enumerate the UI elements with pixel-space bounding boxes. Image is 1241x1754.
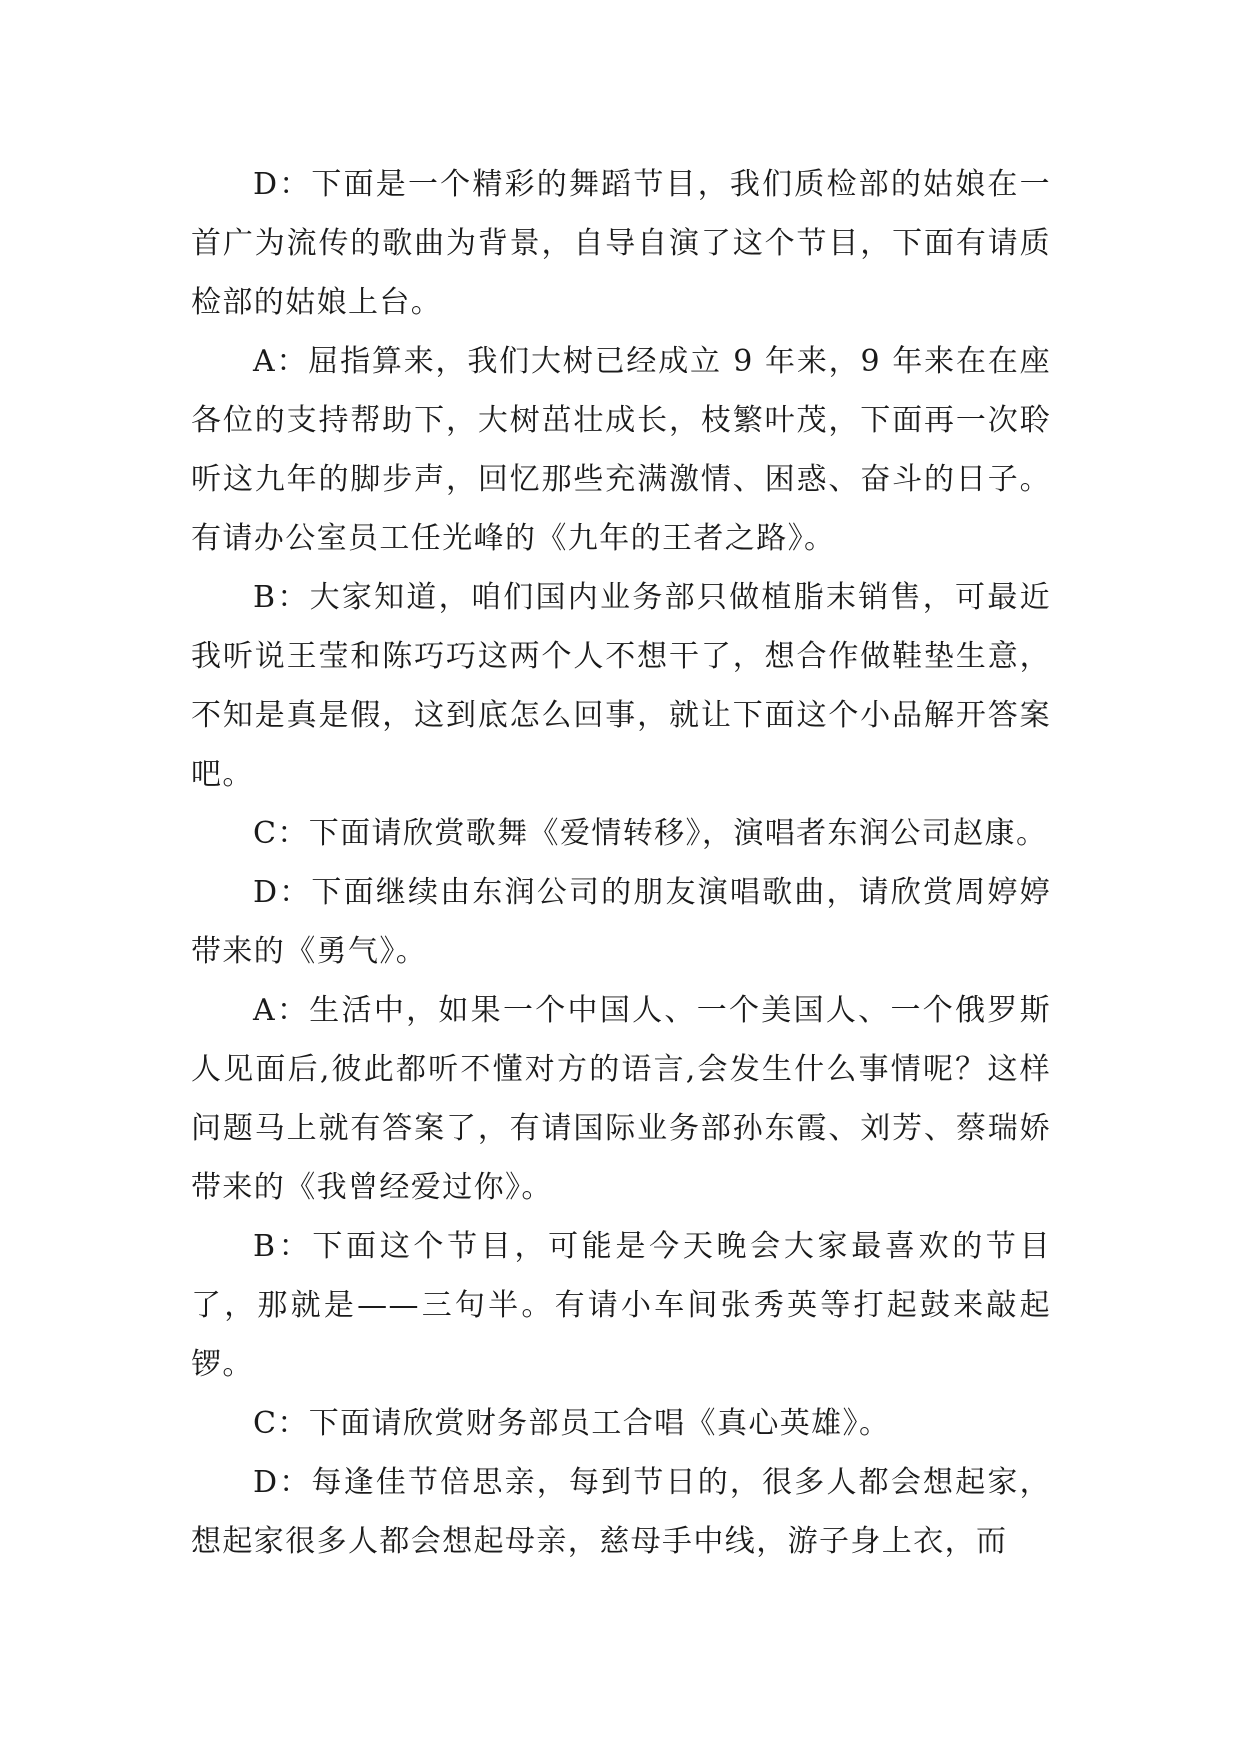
paragraph-1: D：下面是一个精彩的舞蹈节目，我们质检部的姑娘在一首广为流传的歌曲为背景，自导自演了这个节目，下面有请质检部的姑娘上台。 xyxy=(191,167,1051,320)
document-page xyxy=(191,155,1051,1571)
paragraph-5: D：下面继续由东润公司的朋友演唱歌曲，请欣赏周婷婷带来的《勇气》。 xyxy=(191,875,1051,969)
paragraph-3: B：大家知道，咱们国内业务部只做植脂末销售，可最近我听说王莹和陈巧巧这两个人不想干了，想合作做鞋垫生意，不知是真是假，这到底怎么回事，就让下面这个小品解开答案吧。 xyxy=(191,580,1051,792)
paragraph-8: C：下面请欣赏财务部员工合唱《真心英雄》。 xyxy=(253,1406,891,1441)
paragraph-9: D：每逢佳节倍思亲，每到节日的，很多人都会想起家，想起家很多人都会想起母亲，慈母手中线，游子身上衣，而 xyxy=(191,1465,1051,1559)
paragraph-7: B：下面这个节目，可能是今天晚会大家最喜欢的节目了，那就是——三句半。有请小车间张秀英等打起鼓来敲起锣。 xyxy=(191,1229,1051,1382)
paragraph-4: C：下面请欣赏歌舞《爱情转移》，演唱者东润公司赵康。 xyxy=(253,816,1048,851)
paragraph-2: A：屈指算来，我们大树已经成立 9 年来，9 年来在在座各位的支持帮助下，大树茁壮成长，枝繁叶茂，下面再一次聆听这九年的脚步声，回忆那些充满激情、困惑、奋斗的日子。有请办公室员工任光峰的《九年的王者之路》。 xyxy=(191,344,1051,556)
paragraph-6: A：生活中，如果一个中国人、一个美国人、一个俄罗斯人见面后,彼此都听不懂对方的语言,会发生什么事情呢？这样问题马上就有答案了，有请国际业务部孙东霞、刘芳、蔡瑞娇带来的《我曾经爱过你》。 xyxy=(191,993,1051,1205)
